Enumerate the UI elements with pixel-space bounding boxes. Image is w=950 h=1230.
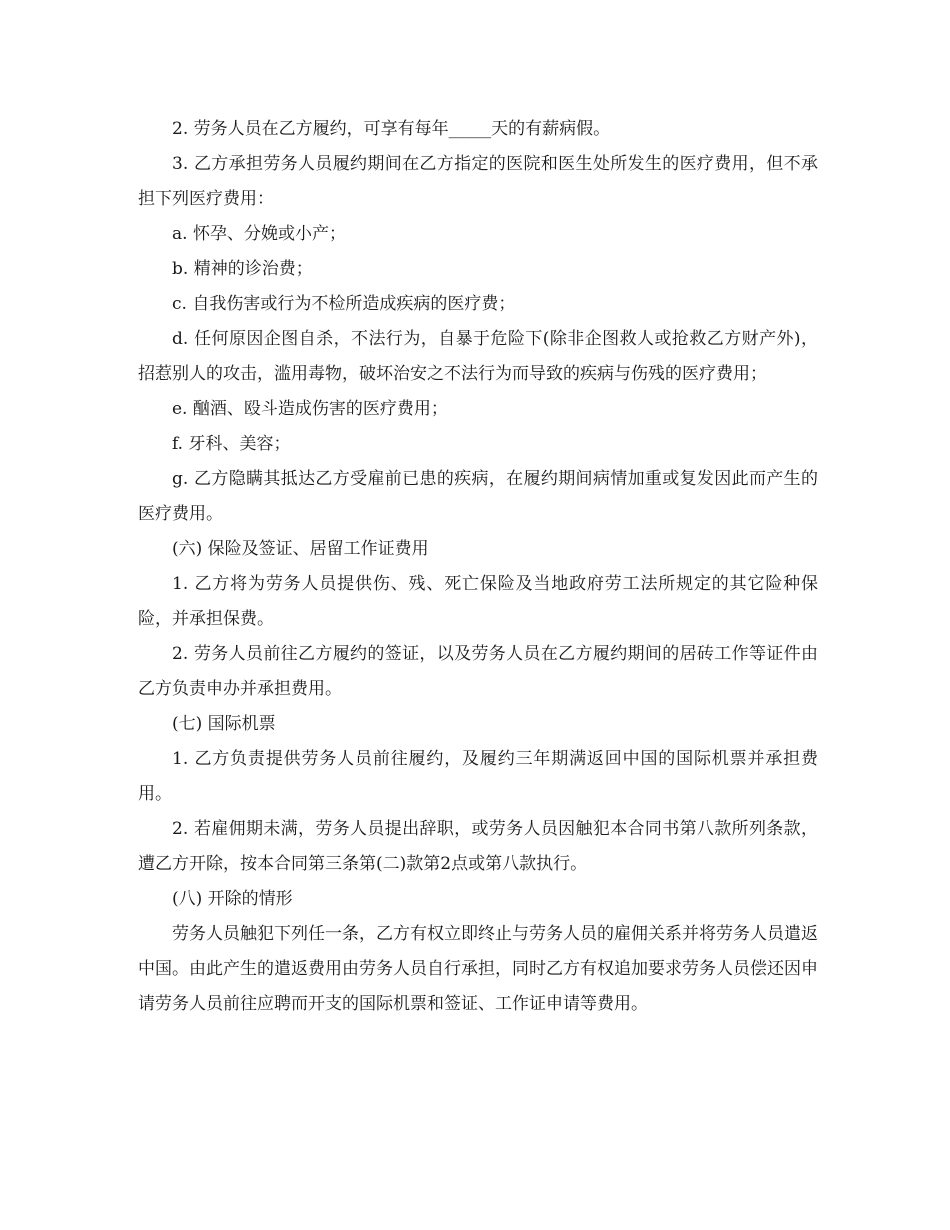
paragraph-resignation: 2. 若雇佣期未满，劳务人员提出辞职，或劳务人员因触犯本合同书第八款所列条款，遭乙方开除，按本合同第三条第(二)款第2点或第八款执行。 [138, 819, 818, 874]
list-item-c: c. 自我伤害或行为不检所造成疾病的医疗费； [172, 294, 516, 314]
section-heading-dismissal: (八) 开除的情形 [172, 889, 293, 909]
paragraph-air-tickets: 1. 乙方负责提供劳务人员前往履约，及履约三年期满返回中国的国际机票并承担费用。 [138, 749, 818, 804]
section-heading-air-tickets: (七) 国际机票 [172, 714, 276, 734]
document-body [138, 112, 818, 1022]
paragraph-dismissal: 劳务人员触犯下列任一条，乙方有权立即终止与劳务人员的雇佣关系并将劳务人员遣返中国。由此产生的遣返费用由劳务人员自行承担，同时乙方有权追加要求劳务人员偿还因申请劳务人员前往应聘而开支的国际机票和签证、工作证申请等费用。 [138, 924, 818, 1014]
section-heading-insurance: (六) 保险及签证、居留工作证费用 [172, 539, 429, 559]
list-item-b: b. 精神的诊治费； [172, 259, 313, 279]
list-item-d: d. 任何原因企图自杀，不法行为，自暴于危险下(除非企图救人或抢救乙方财产外)，招惹别人的攻击，滥用毒物，破坏治安之不法行为而导致的疾病与伤残的医疗费用； [138, 329, 818, 384]
list-item-f: f. 牙科、美容； [172, 434, 291, 454]
paragraph-sick-leave: 2. 劳务人员在乙方履约，可享有每年_____天的有薪病假。 [172, 119, 611, 139]
list-item-g: g. 乙方隐瞒其抵达乙方受雇前已患的疾病，在履约期间病情加重或复发因此而产生的医疗费用。 [138, 469, 818, 524]
paragraph-visa: 2. 劳务人员前往乙方履约的签证，以及劳务人员在乙方履约期间的居砖工作等证件由乙方负责申办并承担费用。 [138, 644, 818, 699]
paragraph-medical-expenses: 3. 乙方承担劳务人员履约期间在乙方指定的医院和医生处所发生的医疗费用，但不承担下列医疗费用： [138, 154, 818, 209]
paragraph-insurance: 1. 乙方将为劳务人员提供伤、残、死亡保险及当地政府劳工法所规定的其它险种保险，并承担保费。 [138, 574, 818, 629]
list-item-a: a. 怀孕、分娩或小产； [172, 224, 346, 244]
list-item-e: e. 酗酒、殴斗造成伤害的医疗费用； [172, 399, 448, 419]
